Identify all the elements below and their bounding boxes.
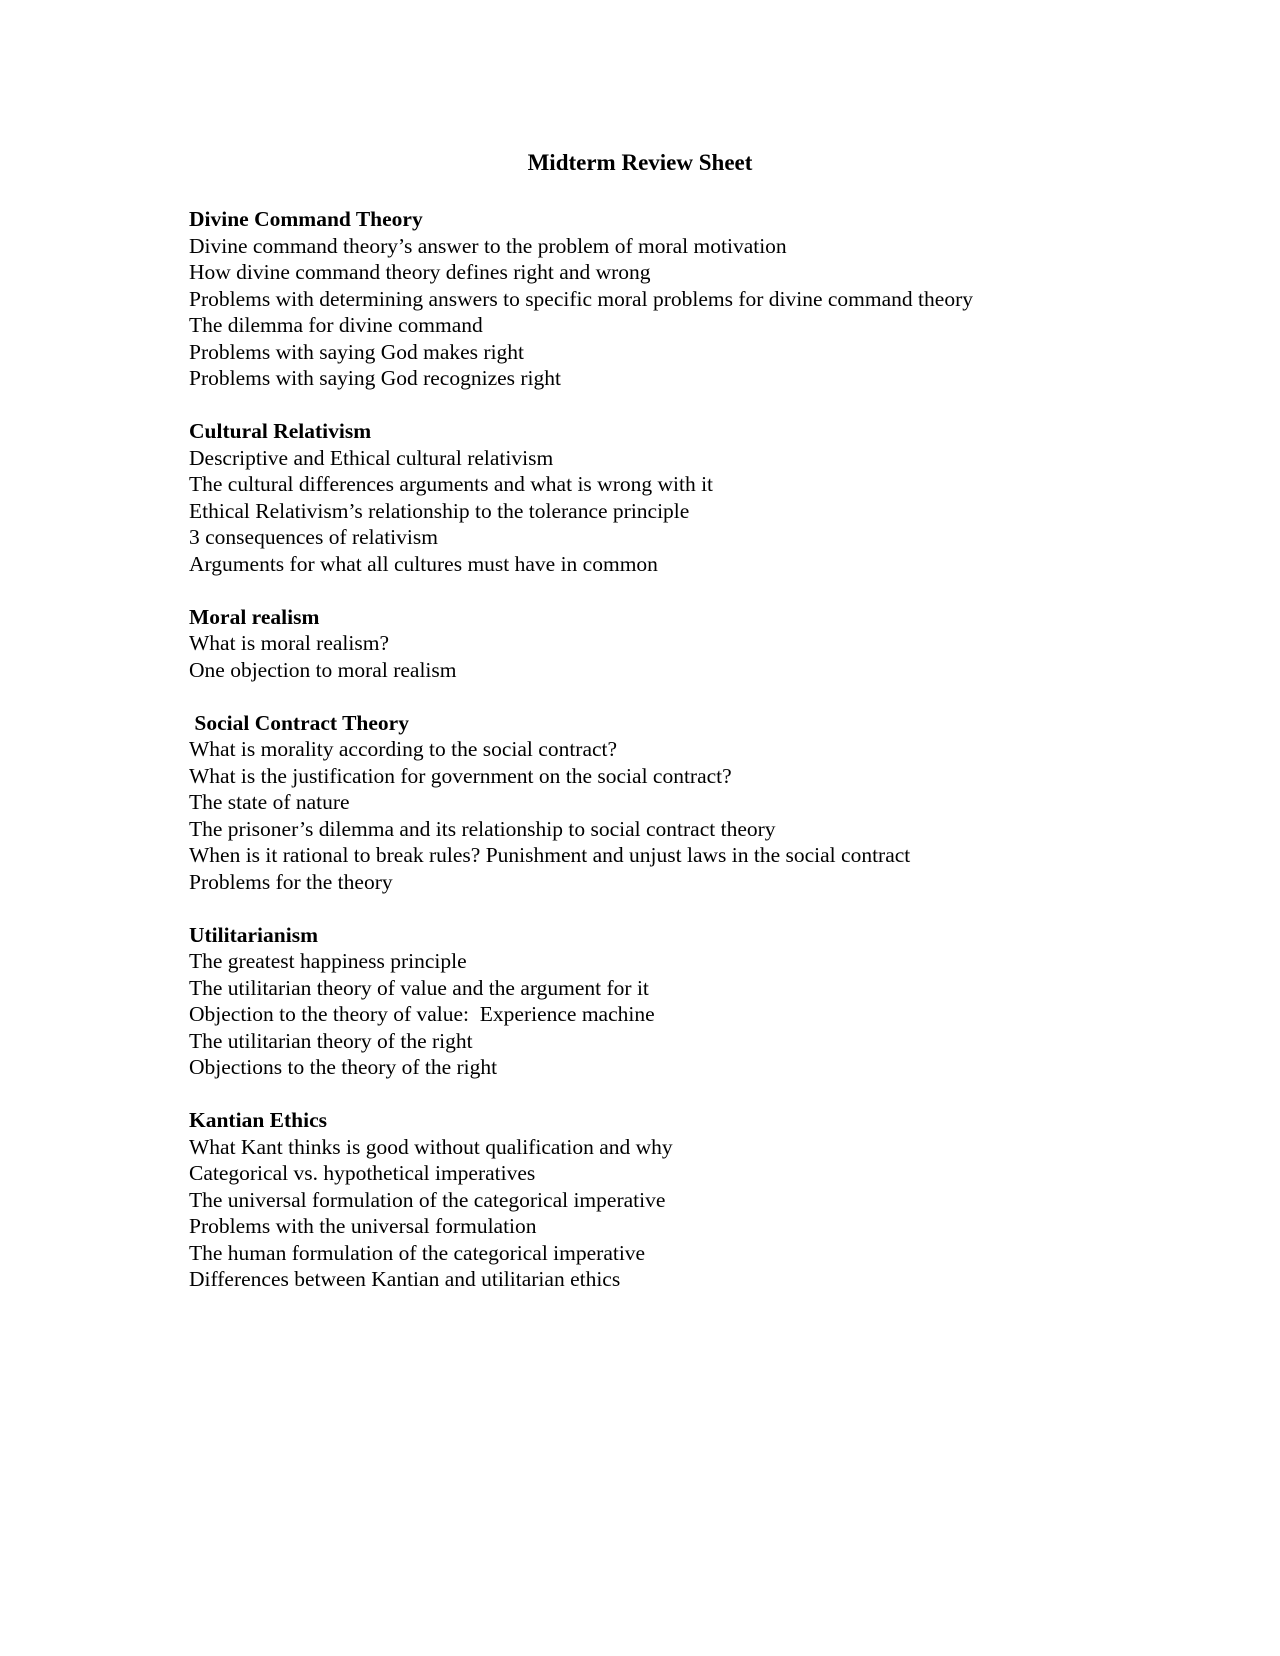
section-divine-command-theory [189,206,1189,392]
topic-item: The prisoner’s dilemma and its relationship to social contract theory [189,816,776,841]
topic-list [189,445,1189,578]
topic-item: 3 consequences of relativism [189,525,438,549]
section-heading: Divine Command Theory [189,207,423,231]
topic-item: One objection to moral realism [189,657,457,682]
topic-item: Objections to the theory of the right [189,1055,498,1079]
topic-item: Divine command theory’s answer to the problem of moral motivation [189,233,787,258]
topic-item: What is moral realism? [189,631,389,655]
review-sections [189,206,1189,1319]
topic-item: The dilemma for divine command [189,313,483,337]
section-cultural-relativism [189,418,1189,577]
topic-item: What is morality according to the social contract? [189,737,618,761]
section-heading: Kantian Ethics [189,1108,327,1132]
section-social-contract-theory [189,710,1189,896]
topic-item: Objection to the theory of value: Experience machine [189,1002,655,1026]
topic-list [189,1134,1189,1293]
topic-list [189,630,1189,683]
topic-item: Problems with determining answers to specific moral problems for divine command theory [189,286,973,311]
topic-item: The utilitarian theory of the right [189,1028,473,1053]
section-heading: Moral realism [189,604,320,629]
section-heading: Social Contract Theory [189,710,409,735]
topic-item: Descriptive and Ethical cultural relativism [189,445,554,470]
topic-item: Arguments for what all cultures must have in common [189,551,658,576]
topic-item: Problems with saying God recognizes right [189,366,562,390]
page-title: Midterm Review Sheet [527,150,753,175]
topic-item: The human formulation of the categorical imperative [189,1240,646,1265]
section-kantian-ethics [189,1107,1189,1293]
section-heading: Cultural Relativism [189,419,372,443]
topic-item: The utilitarian theory of value and the argument for it [189,975,649,1000]
section-heading: Utilitarianism [189,922,318,947]
topic-item: The universal formulation of the categorical imperative [189,1187,666,1212]
topic-item: Problems for the theory [189,869,393,894]
section-utilitarianism [189,922,1189,1081]
topic-item: The cultural differences arguments and what is wrong with it [189,472,714,496]
topic-list [189,736,1189,895]
topic-item: Differences between Kantian and utilitarian ethics [189,1267,621,1291]
topic-item: Ethical Relativism’s relationship to the tolerance principle [189,498,690,523]
topic-item: What is the justification for government on the social contract? [189,763,732,788]
section-moral-realism [189,604,1189,684]
topic-item: Problems with saying God makes right [189,339,525,364]
topic-item: How divine command theory defines right and wrong [189,260,651,284]
topic-list [189,233,1189,392]
topic-list [189,948,1189,1081]
topic-item: The state of nature [189,790,350,814]
topic-item: Problems with the universal formulation [189,1214,537,1238]
topic-item: What Kant thinks is good without qualification and why [189,1134,673,1159]
topic-item: When is it rational to break rules? Punishment and unjust laws in the social contract [189,843,911,867]
topic-item: Categorical vs. hypothetical imperatives [189,1161,536,1185]
topic-item: The greatest happiness principle [189,949,467,973]
